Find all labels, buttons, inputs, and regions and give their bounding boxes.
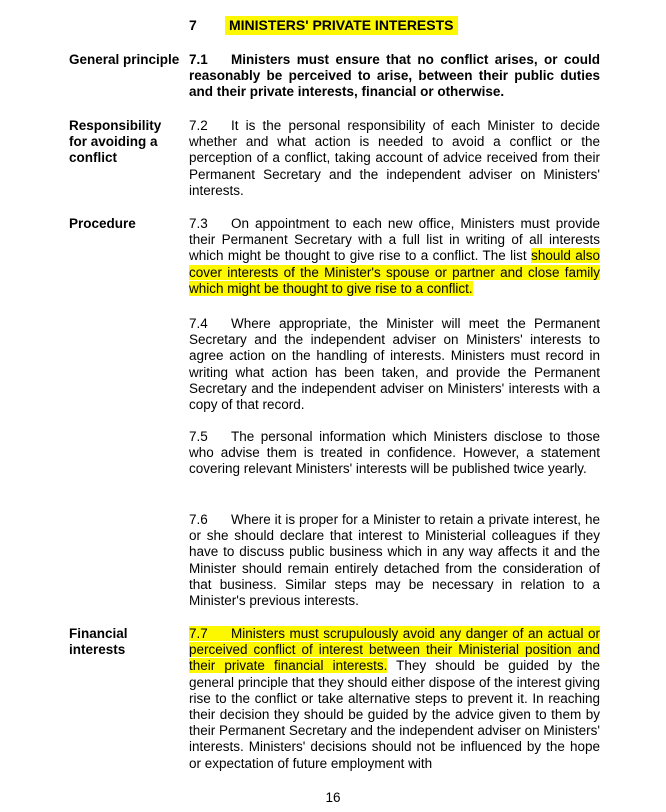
side-heading-responsibility: Responsibility for avoiding a conflict	[69, 118, 162, 166]
paragraph-text: Where appropriate, the Minister will meet the Permanent Secretary and the independent adviser on Ministers' interests to agree action on the handling of interests. Ministers must record in writing what action has been taken, and provide the Permanent Secretary and the independent adviser on Ministers' interests with a copy of that record.	[189, 316, 600, 413]
paragraph-7-2	[189, 118, 600, 199]
page-number: 16	[325, 790, 341, 805]
paragraph-7-7	[189, 626, 600, 772]
paragraph-7-1	[189, 52, 600, 101]
paragraph-7-5	[189, 429, 600, 478]
highlighted-sentence: Ministers must scrupulously avoid any danger of an actual or perceived conflict of interest between their Ministerial position and their private financial interests.	[189, 626, 600, 674]
paragraph-number: 7.6	[189, 512, 208, 527]
section-heading	[189, 17, 458, 33]
paragraph-7-4	[189, 316, 600, 413]
section-title: MINISTERS' PRIVATE INTERESTS	[225, 16, 458, 35]
side-heading-financial-interests: Financial interests	[69, 626, 128, 658]
paragraph-text: They should be guided by the general principle that they should either dispose of the interest giving rise to the conflict or take alternative steps to prevent it. In reaching their decision they should be guided by the advice given to them by their Permanent Secretary and the independent adviser on Ministers' interests. Ministers' decisions should not be influenced by the hope or expectation of future employment with	[189, 658, 600, 771]
paragraph-text: On appointment to each new office, Ministers must provide their Permanent Secretary with a full list in writing of all interests which might be thought to give rise to a conflict. The list	[189, 216, 600, 264]
highlighted-text: should also cover interests of the Minister's spouse or partner and close family which might be thought to give rise to a conflict.	[189, 248, 600, 296]
side-heading-procedure: Procedure	[69, 216, 136, 231]
paragraph-7-3	[189, 216, 600, 297]
paragraph-number: 7.1	[189, 52, 208, 67]
paragraph-text: It is the personal responsibility of each Minister to decide whether and what action is needed to avoid a conflict or the perception of a conflict, taking account of advice received from their Permanent Secretary and the independent adviser on Ministers' interests.	[189, 118, 600, 198]
paragraph-number: 7.4	[189, 316, 208, 331]
paragraph-text: The personal information which Ministers disclose to those who advise them is treated in confidence. However, a statement covering relevant Ministers' interests will be published twice yearly.	[189, 429, 600, 477]
side-heading-general-principle: General principle	[69, 52, 180, 67]
paragraph-7-6	[189, 512, 600, 609]
paragraph-number: 7.7	[189, 626, 208, 641]
paragraph-number: 7.2	[189, 118, 208, 133]
paragraph-text: Where it is proper for a Minister to retain a private interest, he or she should declare that interest to Ministerial colleagues if they have to discuss public business which in any way affects it and the Minister should remain entirely detached from the consideration of that business. Similar steps may be necessary in relation to a Minister's previous interests.	[189, 512, 600, 609]
paragraph-number: 7.5	[189, 429, 208, 444]
paragraph-text: Ministers must ensure that no conflict arises, or could reasonably be perceived to arise, between their public duties and their private interests, financial or otherwise.	[189, 52, 600, 100]
paragraph-number: 7.3	[189, 216, 208, 231]
section-number: 7	[189, 17, 197, 33]
